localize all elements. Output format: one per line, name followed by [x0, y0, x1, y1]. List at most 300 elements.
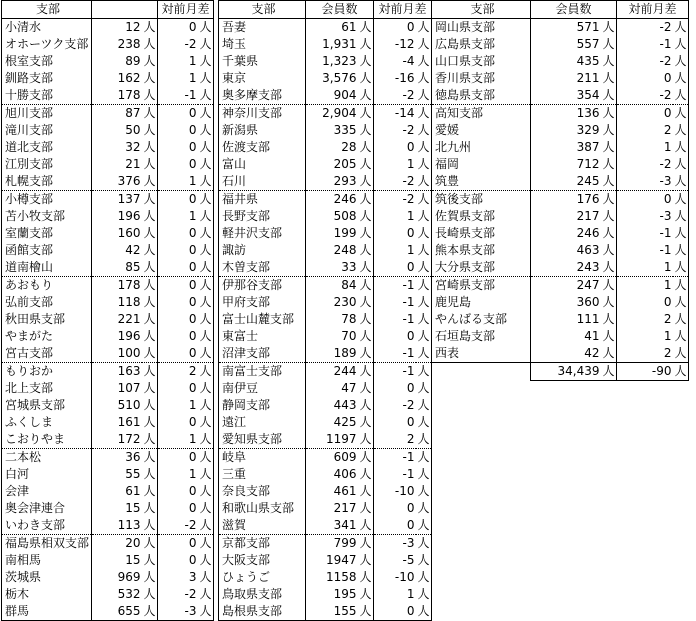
member-unit: 人: [143, 450, 156, 464]
month-diff: 0: [188, 192, 197, 206]
month-diff: -1: [402, 295, 415, 309]
table-row: [219, 535, 432, 553]
header-diff: 対前月差: [617, 1, 689, 19]
table-row: [2, 19, 214, 37]
member-count: 137: [117, 192, 141, 206]
table-row: [2, 552, 214, 569]
diff-unit: 人: [199, 398, 212, 412]
total-spacer: [432, 363, 531, 381]
header-members: 会員数: [531, 1, 617, 19]
month-diff: 0: [188, 501, 197, 515]
branch-name: 小樽支部: [2, 191, 92, 209]
member-unit: 人: [358, 345, 374, 363]
month-diff: 0: [188, 450, 197, 464]
diff-unit: 人: [674, 37, 687, 51]
member-count: 33: [306, 259, 358, 277]
diff-unit: 人: [198, 517, 214, 535]
table-row: [219, 345, 432, 363]
member-unit: 人: [143, 570, 156, 584]
diff-unit: 人: [416, 517, 432, 535]
month-diff: 1: [663, 140, 672, 154]
month-diff: -14: [394, 106, 415, 120]
member-count: 1947: [325, 553, 357, 567]
diff-unit: 人: [417, 123, 430, 137]
month-diff: 1: [158, 431, 198, 449]
table-row: [219, 466, 432, 483]
branch-name: 栃木: [2, 586, 92, 603]
member-count: 160: [117, 226, 141, 240]
branch-name: 岡山県支部: [432, 19, 531, 37]
month-diff: 0: [188, 243, 197, 257]
member-count: 406: [333, 467, 357, 481]
member-count: 20: [125, 536, 141, 550]
branch-name: 島根県支部: [219, 603, 306, 621]
month-diff: 1: [406, 157, 415, 171]
member-unit: 人: [359, 312, 372, 326]
member-unit: 人: [143, 140, 156, 154]
member-unit: 人: [602, 295, 615, 309]
table-row: [2, 191, 214, 209]
branch-name: 広島県支部: [432, 36, 531, 53]
month-diff: 0: [406, 226, 415, 240]
branch-name: 福岡: [432, 156, 531, 173]
diff-unit: 人: [198, 259, 214, 277]
member-count: 443: [333, 398, 357, 412]
branch-name: 長野支部: [219, 208, 306, 225]
branch-name: 道南檜山: [2, 259, 92, 277]
total-row: [432, 363, 689, 381]
month-diff: 0: [188, 381, 197, 395]
member-count: 508: [333, 209, 357, 223]
table-row: [432, 19, 689, 37]
branch-name: 東富士: [219, 328, 306, 345]
table-row: [219, 552, 432, 569]
branch-name: 甲府支部: [219, 294, 306, 311]
diff-unit: 人: [199, 467, 212, 481]
member-unit: 人: [359, 553, 372, 567]
branch-name: 伊那谷支部: [219, 277, 306, 295]
table-header-row: [432, 1, 689, 19]
table-row: [2, 277, 214, 295]
month-diff: 1: [617, 259, 673, 277]
diff-unit: 人: [417, 140, 430, 154]
member-unit: 人: [143, 243, 156, 257]
diff-unit: 人: [674, 226, 687, 240]
total-count: 34,439: [531, 363, 601, 381]
month-diff: 0: [188, 20, 197, 34]
table-row: [2, 87, 214, 105]
month-diff: 0: [663, 295, 672, 309]
member-count: 245: [531, 173, 601, 191]
table-row: [432, 242, 689, 259]
table-row: [432, 70, 689, 87]
member-unit: 人: [359, 54, 372, 68]
month-diff: -10: [394, 570, 415, 584]
diff-unit: 人: [198, 431, 214, 449]
member-count: 532: [117, 587, 141, 601]
month-diff: 0: [663, 106, 672, 120]
member-count: 87: [125, 106, 141, 120]
member-count: 199: [333, 226, 357, 240]
member-unit: 人: [602, 71, 615, 85]
diff-unit: 人: [674, 123, 687, 137]
member-unit: 人: [359, 140, 372, 154]
month-diff: -2: [659, 54, 672, 68]
member-count: 230: [333, 295, 357, 309]
table-row: [2, 122, 214, 139]
diff-unit: 人: [199, 312, 212, 326]
month-diff: 1: [663, 278, 672, 292]
member-count: 1197: [306, 431, 358, 449]
member-count: 55: [125, 467, 141, 481]
member-unit: 人: [142, 173, 158, 191]
member-count: 463: [576, 243, 600, 257]
member-unit: 人: [143, 467, 156, 481]
diff-unit: 人: [674, 140, 687, 154]
table-row: [2, 449, 214, 467]
branch-name: 秋田県支部: [2, 311, 92, 328]
month-diff: 0: [188, 415, 197, 429]
table-row: [432, 311, 689, 328]
table-row: [219, 500, 432, 517]
member-unit: 人: [359, 450, 372, 464]
member-unit: 人: [359, 278, 372, 292]
diff-unit: 人: [673, 173, 689, 191]
table-row: [2, 36, 214, 53]
branch-name: 鳥取県支部: [219, 586, 306, 603]
table-row: [219, 603, 432, 621]
header-diff: 対前月差: [374, 1, 432, 19]
member-count: 425: [333, 415, 357, 429]
table-row: [219, 328, 432, 345]
member-unit: 人: [143, 501, 156, 515]
member-count: 28: [341, 140, 357, 154]
branch-name: 三重: [219, 466, 306, 483]
branch-table-column-2: [218, 0, 432, 621]
member-count: 609: [333, 450, 357, 464]
table-row: [2, 397, 214, 414]
member-unit: 人: [359, 20, 372, 34]
member-count: 84: [341, 278, 357, 292]
diff-unit: 人: [674, 106, 687, 120]
branch-name: 遠江: [219, 414, 306, 431]
diff-unit: 人: [199, 536, 212, 550]
total-count-unit: 人: [601, 363, 617, 381]
member-count: 85: [92, 259, 142, 277]
month-diff: 2: [663, 123, 672, 137]
branch-name: 神奈川支部: [219, 105, 306, 123]
diff-unit: 人: [198, 603, 214, 621]
table-row: [2, 311, 214, 328]
month-diff: 3: [188, 570, 197, 584]
member-unit: 人: [602, 209, 615, 223]
month-diff: -2: [158, 517, 198, 535]
table-row: [219, 449, 432, 467]
member-unit: 人: [143, 295, 156, 309]
header-members: [92, 1, 158, 19]
member-count: 217: [333, 501, 357, 515]
month-diff: -2: [617, 87, 673, 105]
table-row: [432, 173, 689, 191]
diff-unit: 人: [199, 278, 212, 292]
member-unit: 人: [359, 501, 372, 515]
table-row: [2, 569, 214, 586]
diff-unit: 人: [198, 87, 214, 105]
branch-name: 江別支部: [2, 156, 92, 173]
month-diff: -4: [402, 54, 415, 68]
member-count: 78: [341, 312, 357, 326]
member-count: 178: [117, 278, 141, 292]
table-row: [432, 36, 689, 53]
member-count: 244: [333, 364, 357, 378]
diff-unit: 人: [417, 501, 430, 515]
branch-name: 南伊豆: [219, 380, 306, 397]
month-diff: -2: [184, 587, 197, 601]
member-count: 461: [333, 484, 357, 498]
diff-unit: 人: [416, 603, 432, 621]
member-count: 113: [92, 517, 142, 535]
member-count: 246: [576, 226, 600, 240]
table-row: [219, 139, 432, 156]
diff-unit: 人: [417, 312, 430, 326]
table-row: [2, 414, 214, 431]
table-row: [219, 294, 432, 311]
branch-table-column-3: [431, 0, 689, 381]
member-unit: 人: [142, 259, 158, 277]
member-count: 360: [576, 295, 600, 309]
member-unit: 人: [602, 106, 615, 120]
member-unit: 人: [143, 553, 156, 567]
branch-name: 大阪支部: [219, 552, 306, 569]
member-unit: 人: [359, 570, 372, 584]
month-diff: 1: [406, 209, 415, 223]
member-unit: 人: [601, 173, 617, 191]
table-row: [219, 208, 432, 225]
diff-unit: 人: [199, 295, 212, 309]
table-row: [2, 328, 214, 345]
table-row: [219, 414, 432, 431]
month-diff: -3: [158, 603, 198, 621]
member-count: 15: [125, 501, 141, 515]
branch-name: 諏訪: [219, 242, 306, 259]
member-count: 42: [125, 243, 141, 257]
month-diff: -2: [184, 37, 197, 51]
month-diff: 0: [158, 345, 198, 363]
month-diff: -3: [659, 209, 672, 223]
diff-unit: 人: [417, 71, 430, 85]
branch-name: 長崎県支部: [432, 225, 531, 242]
member-count: 163: [117, 364, 141, 378]
member-unit: 人: [142, 517, 158, 535]
month-diff: -10: [394, 484, 415, 498]
member-count: 211: [576, 71, 600, 85]
month-diff: 0: [188, 295, 197, 309]
member-count: 376: [92, 173, 142, 191]
member-unit: 人: [143, 54, 156, 68]
branch-name: あおもり: [2, 277, 92, 295]
diff-unit: 人: [417, 450, 430, 464]
branch-table: [218, 0, 432, 621]
branch-name: 南富士支部: [219, 363, 306, 381]
diff-unit: 人: [417, 553, 430, 567]
member-unit: 人: [602, 243, 615, 257]
table-row: [219, 70, 432, 87]
branch-name: 京都支部: [219, 535, 306, 553]
branch-table: [1, 0, 214, 621]
member-count: 221: [117, 312, 141, 326]
month-diff: 0: [406, 415, 415, 429]
member-unit: 人: [142, 603, 158, 621]
member-count: 155: [306, 603, 358, 621]
member-count: 42: [531, 345, 601, 363]
branch-name: 埼玉: [219, 36, 306, 53]
branch-name: 福島県相双支部: [2, 535, 92, 553]
branch-name: 小清水: [2, 19, 92, 37]
branch-name: 吾妻: [219, 19, 306, 37]
month-diff: 0: [406, 501, 415, 515]
table-row: [432, 122, 689, 139]
member-count: 3,576: [322, 71, 357, 85]
branch-name: ひょうご: [219, 569, 306, 586]
member-count: 2,904: [322, 106, 357, 120]
table-row: [219, 156, 432, 173]
branch-name: 弘前支部: [2, 294, 92, 311]
month-diff: 0: [188, 226, 197, 240]
table-row: [2, 208, 214, 225]
diff-unit: 人: [199, 553, 212, 567]
branch-name: 福井県: [219, 191, 306, 209]
member-count: 354: [531, 87, 601, 105]
month-diff: -5: [402, 553, 415, 567]
table-row: [2, 380, 214, 397]
month-diff: 1: [188, 467, 197, 481]
month-diff: 1: [663, 329, 672, 343]
diff-unit: 人: [199, 226, 212, 240]
diff-unit: 人: [199, 20, 212, 34]
branch-table-column-1: [1, 0, 214, 621]
member-unit: 人: [359, 157, 372, 171]
branch-name: 筑後支部: [432, 191, 531, 209]
diff-unit: 人: [199, 37, 212, 51]
table-row: [219, 517, 432, 535]
member-count: 178: [92, 87, 142, 105]
member-unit: 人: [143, 123, 156, 137]
table-row: [2, 259, 214, 277]
member-count: 293: [306, 173, 358, 191]
member-unit: 人: [142, 431, 158, 449]
branch-name: 群馬: [2, 603, 92, 621]
branch-name: いわき支部: [2, 517, 92, 535]
member-count: 100: [92, 345, 142, 363]
member-unit: 人: [359, 226, 372, 240]
diff-unit: 人: [673, 259, 689, 277]
member-count: 246: [333, 192, 357, 206]
member-unit: 人: [359, 364, 372, 378]
branch-name: 新潟県: [219, 122, 306, 139]
branch-name: 宮古支部: [2, 345, 92, 363]
branch-name: 旭川支部: [2, 105, 92, 123]
member-count: 89: [125, 54, 141, 68]
table-row: [2, 242, 214, 259]
member-count: 799: [333, 536, 357, 550]
branch-name: オホーツク支部: [2, 36, 92, 53]
branch-name: 滋賀: [219, 517, 306, 535]
member-count: 195: [333, 587, 357, 601]
table-row: [2, 345, 214, 363]
branch-name: 二本松: [2, 449, 92, 467]
month-diff: -1: [402, 364, 415, 378]
member-count: 329: [576, 123, 600, 137]
member-count: 118: [117, 295, 141, 309]
member-unit: 人: [143, 157, 156, 171]
table-row: [2, 105, 214, 123]
member-count: 70: [341, 329, 357, 343]
month-diff: 0: [406, 381, 415, 395]
month-diff: 2: [374, 431, 416, 449]
diff-unit: 人: [199, 570, 212, 584]
diff-unit: 人: [199, 54, 212, 68]
diff-unit: 人: [417, 209, 430, 223]
branch-name: 石垣島支部: [432, 328, 531, 345]
member-unit: 人: [143, 106, 156, 120]
diff-unit: 人: [417, 278, 430, 292]
member-count: 205: [333, 157, 357, 171]
member-unit: 人: [602, 140, 615, 154]
table-row: [219, 122, 432, 139]
member-count: 196: [117, 209, 141, 223]
month-diff: 0: [188, 536, 197, 550]
table-row: [2, 139, 214, 156]
month-diff: 2: [663, 312, 672, 326]
diff-unit: 人: [417, 226, 430, 240]
branch-name: 苫小牧支部: [2, 208, 92, 225]
member-count: 107: [117, 381, 141, 395]
table-row: [432, 139, 689, 156]
diff-unit: 人: [199, 364, 212, 378]
member-count: 1,931: [322, 37, 357, 51]
diff-unit: 人: [199, 450, 212, 464]
member-unit: 人: [359, 587, 372, 601]
branch-name: 佐渡支部: [219, 139, 306, 156]
table-header-row: [219, 1, 432, 19]
month-diff: 0: [374, 603, 416, 621]
branch-name: 白河: [2, 466, 92, 483]
member-count: 510: [117, 398, 141, 412]
member-unit: 人: [602, 54, 615, 68]
diff-unit: 人: [674, 209, 687, 223]
diff-unit: 人: [417, 295, 430, 309]
member-unit: 人: [359, 192, 372, 206]
diff-unit: 人: [417, 364, 430, 378]
branch-name: 宮城県支部: [2, 397, 92, 414]
branch-table: [431, 0, 689, 381]
month-diff: 0: [663, 71, 672, 85]
member-count: 162: [117, 71, 141, 85]
member-unit: 人: [143, 329, 156, 343]
month-diff: -1: [402, 450, 415, 464]
branch-name: 十勝支部: [2, 87, 92, 105]
member-unit: 人: [143, 192, 156, 206]
member-unit: 人: [358, 87, 374, 105]
branch-name: 高知支部: [432, 105, 531, 123]
branch-name: 南相馬: [2, 552, 92, 569]
table-row: [219, 191, 432, 209]
month-diff: 0: [188, 123, 197, 137]
member-count: 1,323: [322, 54, 357, 68]
table-row: [2, 431, 214, 449]
branch-name: 筑豊: [432, 173, 531, 191]
branch-name: 大分県支部: [432, 259, 531, 277]
